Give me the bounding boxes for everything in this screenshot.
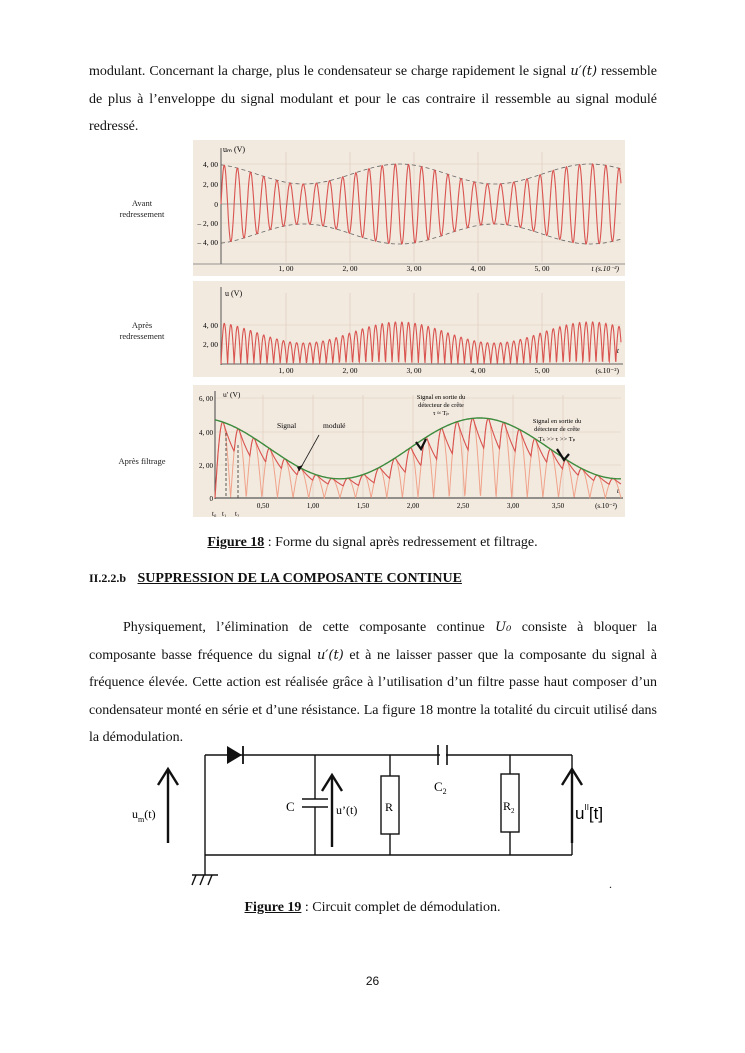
- panel3-annotation-sortie2-line1: Signal en sortie du: [532, 418, 582, 425]
- panel3-t1-label: t₁: [222, 510, 227, 517]
- section-heading: [89, 571, 462, 587]
- panel2-side-label: Après redressement: [119, 320, 165, 341]
- label-u-second-t: [t]: [588, 804, 604, 823]
- panel1-background: [193, 140, 625, 276]
- math-u0: U₀: [495, 620, 512, 635]
- panel2-y-axis-label: u (V): [225, 289, 243, 298]
- panel3-t-label: t: [617, 487, 619, 495]
- panel3-side-label: Après filtrage: [118, 456, 166, 466]
- panel2-y-tick-0: 4, 00: [203, 321, 218, 330]
- panel3-x-tick-6: 3,50: [551, 502, 565, 510]
- capacitor-c-symbol: [302, 799, 328, 807]
- label-um-u: u: [132, 807, 138, 821]
- panel3-annotation-module: modulé: [323, 421, 346, 430]
- panel3-x-tick-4: 2,50: [456, 502, 470, 510]
- panel1-x-tick-1: 2, 00: [342, 264, 358, 273]
- figure19-caption-text: : Circuit complet de démodulation.: [301, 900, 501, 915]
- panel3-y-axis-label: u' (V): [223, 390, 241, 399]
- figure19-trailing-dot: .: [609, 877, 612, 891]
- figure19-caption: [0, 900, 745, 916]
- chart-panel-after-filtering: [193, 385, 625, 517]
- paragraph-intro: [89, 58, 657, 141]
- panel1-y-axis-label: uₘ (V): [223, 145, 246, 154]
- paragraph-suppression: [89, 614, 657, 752]
- label-c2-main: C: [434, 779, 443, 794]
- paragraph-suppression-part1: Physiquement, l’élimination de cette composante continue: [123, 620, 496, 635]
- chart-panel-before-rectification: [193, 140, 625, 276]
- ground-symbol: [192, 855, 218, 885]
- label-u-prime: u’(t): [336, 803, 358, 817]
- panel3-annotation-sortie2-line2: détecteur de crête: [534, 426, 580, 433]
- panel3-x-tick-2: 1,50: [356, 502, 370, 510]
- figure18-caption-label: Figure 18: [207, 535, 265, 550]
- panel1-x-tick-4: 5, 00: [534, 264, 550, 273]
- label-u-second-u: u: [575, 804, 585, 823]
- panel2-x-tick-3: 4, 00: [470, 366, 486, 375]
- label-um-sub: m: [138, 815, 145, 824]
- panel3-t2-label: t₂: [235, 510, 240, 517]
- section-number: II.2.2.b: [89, 571, 127, 585]
- panel2-x-tick-0: 1, 00: [278, 366, 294, 375]
- panel3-x-tick-5: 3,00: [506, 502, 520, 510]
- panel3-y-tick-2: 2, 00: [199, 462, 213, 470]
- circuit-diagram: [120, 745, 620, 890]
- panel2-y-tick-1: 2, 00: [203, 340, 218, 349]
- panel3-x-tick-1: 1,00: [306, 502, 320, 510]
- section-title: SUPPRESSION DE LA COMPOSANTE CONTINUE: [137, 571, 462, 586]
- label-u-second: [575, 803, 603, 823]
- math-u-prime-2: u′(t): [317, 647, 344, 663]
- label-u-second-sup: II: [584, 803, 589, 812]
- panel2-x-tick-4: 5, 00: [534, 366, 550, 375]
- panel3-x-tick-0: 0,50: [256, 502, 270, 510]
- panel3-y-tick-0: 6, 00: [199, 395, 213, 403]
- diode-symbol: [227, 746, 243, 764]
- panel3-annotation-sortie1-line1: Signal en sortie du: [416, 394, 466, 401]
- panel1-x-axis-label: t (s.10⁻²): [591, 264, 619, 273]
- page-number: 26: [365, 974, 380, 988]
- panel3-annotation-sortie1-line3: τ ≈ Tₚ: [432, 410, 450, 417]
- panel1-y-tick-4: – 4, 00: [197, 238, 218, 247]
- panel2-x-tick-2: 3, 00: [406, 366, 422, 375]
- panel3-annotation-sortie2-line3: Tₛ >> τ >> Tₚ: [538, 436, 576, 443]
- panel1-x-tick-3: 4, 00: [470, 264, 486, 273]
- paragraph-intro-text: modulant. Concernant la charge, plus le condensateur se charge rapidement le signal: [89, 64, 571, 79]
- panel1-y-tick-1: 2, 00: [203, 180, 218, 189]
- panel3-y-tick-1: 4, 00: [199, 429, 213, 437]
- paragraph-intro-rest: ressemble de plus à l’enveloppe du signal modulant et pour le cas contraire il ressemble au signal modulé redressé.: [89, 64, 658, 134]
- figure18-caption-text: : Forme du signal après redressement et filtrage.: [264, 535, 538, 550]
- label-c: C: [286, 799, 295, 814]
- panel3-t0-label: t₀: [212, 510, 217, 517]
- panel1-y-tick-3: – 2, 00: [197, 219, 218, 228]
- math-u-prime: u′(t): [570, 64, 598, 79]
- label-c2-sub: 2: [442, 787, 447, 796]
- label-r: R: [385, 800, 394, 814]
- label-r2-main: R: [503, 799, 512, 813]
- paragraph-suppression-part3: et à ne laisser passer que la composante du signal à fréquence élevée. Cette action est réalisée grâce à l’utilisation d’un filtre passe haut composer d’un condensateur monté en série et d’une résistance. La figure 18 montre la totalité du circuit utilisé dans la démodulation.: [89, 647, 657, 745]
- label-c2: [434, 779, 447, 796]
- panel2-t-label: t: [616, 346, 619, 355]
- panel3-x-tick-3: 2,00: [406, 502, 420, 510]
- figure19-caption-label: Figure 19: [244, 900, 302, 915]
- paragraph-suppression-part2: consiste à bloquer la composante basse fréquence du signal: [89, 620, 658, 663]
- label-r2-sub: 2: [511, 807, 515, 815]
- panel3-annotation-signal: Signal: [277, 421, 297, 430]
- panel2-x-tick-1: 2, 00: [342, 366, 358, 375]
- label-um: [132, 807, 156, 824]
- chart-panel-after-rectification: [193, 281, 625, 377]
- panel1-side-label: Avant redressement: [119, 198, 165, 219]
- panel3-x-axis-label: (s.10⁻²): [595, 502, 617, 510]
- figure18-caption: [0, 535, 745, 551]
- panel1-x-tick-2: 3, 00: [406, 264, 422, 273]
- panel2-x-axis-label: (s.10⁻²): [595, 366, 619, 375]
- panel3-y-tick-3: 0: [209, 495, 213, 503]
- panel3-annotation-sortie1-line2: détecteur de crête: [418, 402, 464, 409]
- label-um-t: (t): [144, 807, 156, 821]
- panel1-x-tick-0: 1, 00: [278, 264, 294, 273]
- panel1-y-tick-0: 4, 00: [203, 160, 218, 169]
- panel1-y-tick-2: 0: [214, 200, 218, 209]
